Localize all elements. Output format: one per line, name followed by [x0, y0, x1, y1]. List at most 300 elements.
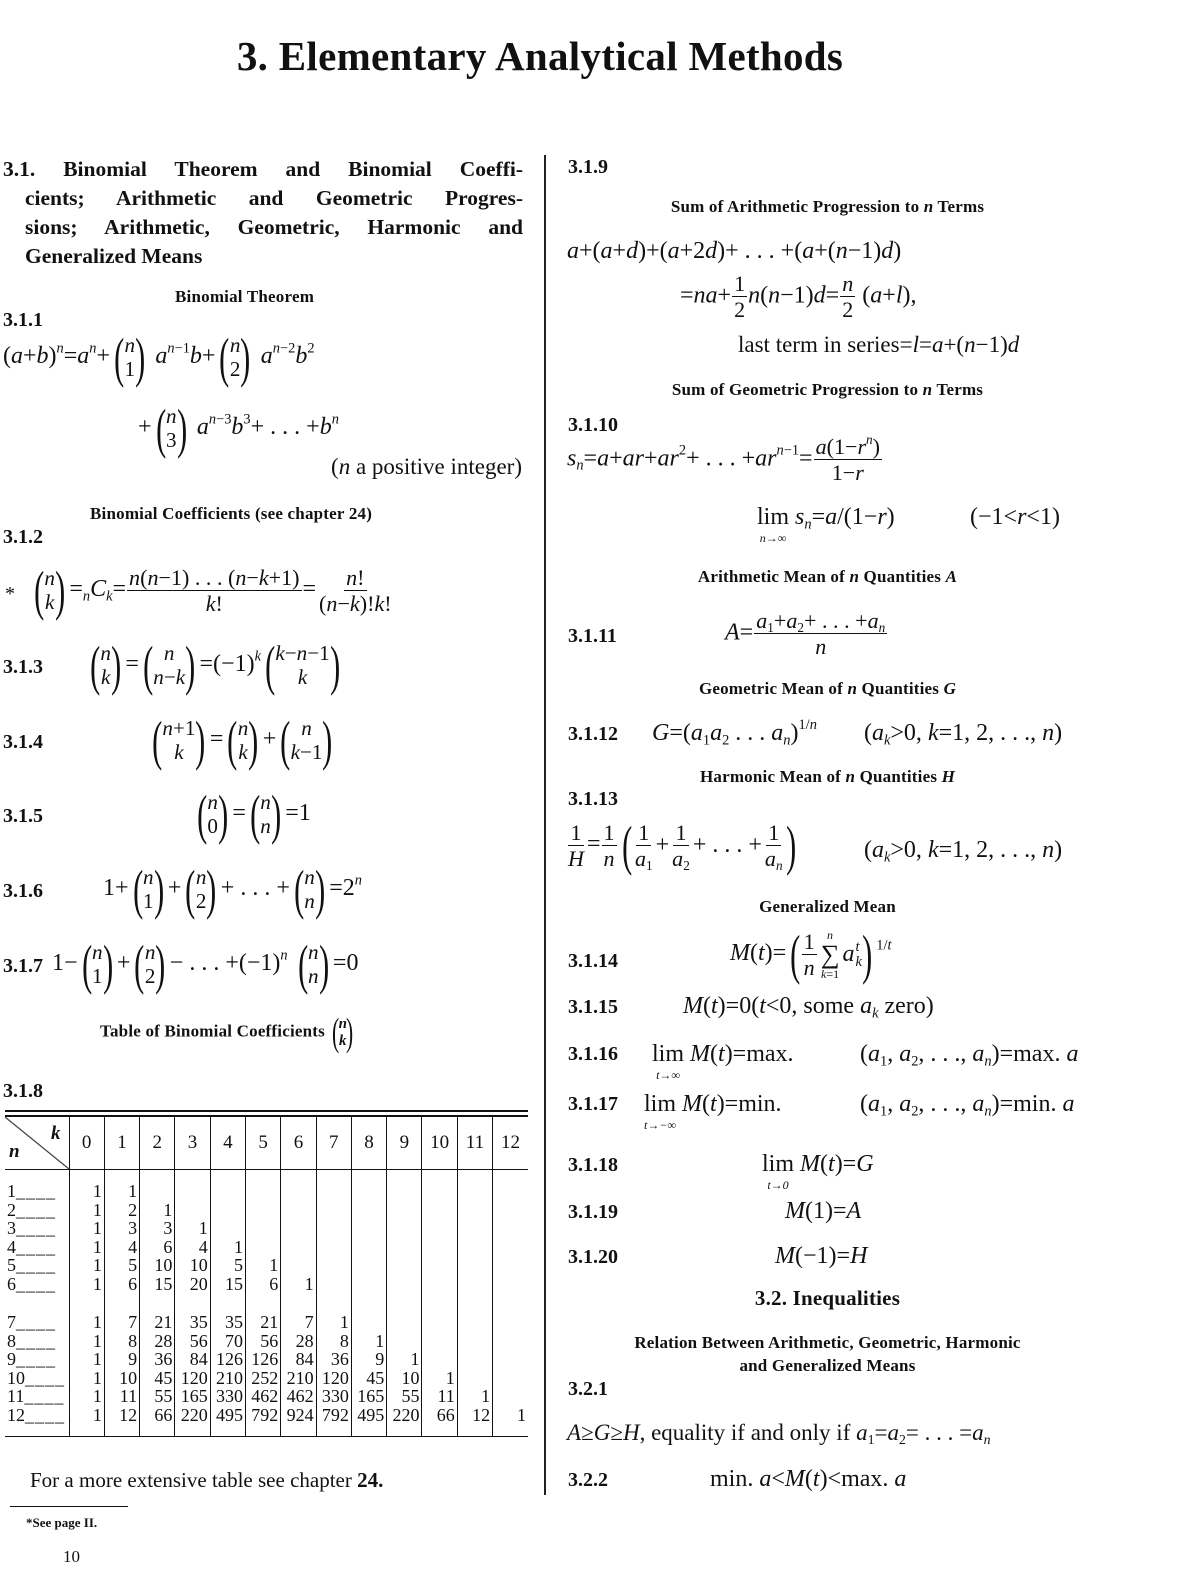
- math-variable: ar: [657, 445, 679, 472]
- table-spacer-cell: [493, 1170, 528, 1183]
- table-spacer-cell: [69, 1293, 104, 1313]
- table-cell: [210, 1182, 245, 1201]
- math-text: Generalized Mean: [759, 897, 896, 916]
- math-text: 2: [229, 356, 241, 381]
- row-leader: ____: [16, 1349, 56, 1369]
- footnote: *See page II.: [26, 1515, 98, 1530]
- equation-3-1-16: [652, 1040, 794, 1081]
- table-cell: 1: [351, 1332, 386, 1351]
- numerator: [754, 608, 887, 634]
- table-spacer-cell: [493, 1293, 528, 1313]
- math-text: Terms: [932, 380, 984, 399]
- binomial-coefficient: [152, 401, 191, 456]
- math-variable: a: [667, 238, 680, 264]
- row-n-value: 1: [7, 1181, 16, 1201]
- binomial-bottom: [101, 666, 110, 689]
- math-text: !: [215, 591, 223, 617]
- table-cell: [422, 1219, 457, 1238]
- math-variable: a: [786, 608, 798, 633]
- math-variable: n: [260, 813, 271, 838]
- math-variable: n: [338, 1016, 348, 1033]
- binomial-top: [164, 642, 175, 665]
- column-header-k: 7: [316, 1117, 351, 1170]
- math-variable: n: [748, 282, 761, 309]
- math-variable: H: [850, 1243, 868, 1269]
- math-text: (: [702, 1091, 711, 1117]
- equation-3-1-17-args: [860, 1090, 1074, 1119]
- math-text: 2: [911, 1053, 919, 1070]
- section-heading-line: sions; Arithmetic, Geometric, Harmonic and: [25, 215, 523, 239]
- math-variable: a: [887, 1420, 899, 1445]
- math-text: 2: [911, 1103, 919, 1120]
- math-variable: r: [877, 504, 887, 530]
- math-variable: n: [237, 716, 249, 741]
- table-spacer-cell: [493, 1424, 528, 1436]
- math-variable: n: [849, 567, 860, 586]
- eq-number: 3.1.14: [568, 950, 618, 972]
- table-spacer-cell: [140, 1293, 175, 1313]
- math-variable: n: [272, 340, 280, 357]
- math-text: Arithmetic Mean of: [697, 567, 850, 586]
- table-spacer-cell: [316, 1424, 351, 1436]
- math-variable: n: [207, 790, 218, 815]
- math-variable: b: [231, 414, 244, 441]
- column-header-k: 5: [246, 1117, 281, 1170]
- table-cell: 20: [175, 1275, 210, 1294]
- math-variable: t: [812, 1466, 820, 1492]
- math-variable: n: [153, 664, 164, 689]
- math-text: −: [284, 641, 297, 666]
- equation-3-2-2: [710, 1465, 906, 1494]
- table-spacer-cell: [387, 1293, 422, 1313]
- math-variable: a: [899, 1091, 912, 1117]
- math-text: 1: [767, 619, 774, 635]
- table-cell: 1: [457, 1387, 492, 1406]
- math-variable: r: [857, 434, 867, 459]
- binomial-top: [238, 717, 249, 740]
- subscript: [855, 955, 861, 969]
- math-text: +: [773, 608, 787, 633]
- row-label-n: [5, 1256, 69, 1275]
- math-variable: M: [784, 1466, 805, 1492]
- math-text: ): [1054, 837, 1063, 863]
- math-variable: n: [307, 940, 319, 965]
- column-header-k: 1: [104, 1117, 139, 1170]
- math-variable: a: [759, 1466, 772, 1492]
- math-text: 0: [207, 813, 218, 838]
- table-cell: 12: [457, 1406, 492, 1425]
- equation-3-2-1: [567, 1419, 991, 1447]
- binomial-coefficient: [30, 563, 69, 618]
- denominator: [732, 297, 747, 322]
- table-spacer-cell: [281, 1170, 316, 1183]
- table-spacer-cell: [175, 1170, 210, 1183]
- table-cell: 6: [246, 1275, 281, 1294]
- table-cell: 4: [104, 1238, 139, 1257]
- math-text: −1): [847, 238, 882, 264]
- table-row: [5, 1313, 528, 1332]
- table-cell: [281, 1182, 316, 1201]
- subscript: [646, 858, 653, 873]
- math-variable: ar: [622, 445, 644, 472]
- table-cell: [316, 1219, 351, 1238]
- binomial-bottom: [174, 741, 183, 764]
- superscript: [855, 940, 861, 954]
- math-text: =1, 2, . . .,: [938, 720, 1043, 746]
- table-row: [5, 1256, 528, 1275]
- fraction: [670, 820, 692, 872]
- binomial-coefficient: [139, 638, 200, 693]
- table-cell: 1: [69, 1182, 104, 1201]
- math-variable: n: [922, 380, 933, 399]
- table-cell: [387, 1256, 422, 1275]
- table-cell: [246, 1201, 281, 1220]
- table-cell: 9: [104, 1350, 139, 1369]
- table-cell: [351, 1275, 386, 1294]
- sum-lower: [821, 968, 839, 980]
- fraction: [732, 271, 747, 323]
- table-cell: [387, 1182, 422, 1201]
- math-variable: n: [163, 641, 175, 666]
- table-cell: 1: [316, 1313, 351, 1332]
- math-variable: a: [972, 1041, 985, 1067]
- math-text: (: [750, 940, 758, 967]
- math-variable: n: [162, 716, 173, 741]
- column-divider: [544, 155, 546, 1495]
- table-cell: 10: [140, 1256, 175, 1275]
- row-n-value: 9: [7, 1349, 16, 1369]
- binomial-stack: [44, 567, 55, 613]
- row-leader: ____: [25, 1367, 65, 1388]
- math-text: ,: [887, 1041, 900, 1067]
- math-variable: A: [945, 567, 958, 586]
- math-text: (1)=: [805, 1198, 847, 1224]
- math-text: ): [1054, 720, 1063, 746]
- binomial-coefficient: [223, 713, 262, 768]
- math-text: + . . . +: [804, 608, 868, 633]
- equation-3-1-16-args: [860, 1040, 1078, 1069]
- math-text: t→∞: [656, 1067, 680, 1082]
- limit-subscript: [644, 1119, 676, 1131]
- math-text: +: [717, 282, 732, 309]
- binomial-coefficient: [294, 937, 333, 992]
- fraction: [566, 820, 586, 872]
- math-text: + . . . +: [692, 832, 762, 859]
- math-variable: k: [339, 1032, 347, 1049]
- binomial-bottom: [304, 890, 315, 913]
- math-variable: n: [304, 888, 315, 913]
- table-cell: [422, 1275, 457, 1294]
- math-variable: n: [326, 591, 338, 617]
- row-leader: ____: [25, 1404, 65, 1425]
- fraction: [763, 820, 785, 872]
- equation-3-1-18: [762, 1150, 874, 1191]
- limit: [644, 1090, 676, 1131]
- math-text: =: [586, 831, 601, 858]
- math-variable: t: [711, 993, 718, 1019]
- table-cell: 1: [422, 1369, 457, 1388]
- table-cell: [175, 1201, 210, 1220]
- heading-table-of-binomial-coefficients: [100, 1013, 356, 1052]
- equation-3-1-17: [644, 1090, 782, 1131]
- math-variable: n: [82, 588, 91, 605]
- math-text: 1: [768, 819, 780, 845]
- math-variable: k: [100, 664, 111, 689]
- math-text: (: [331, 454, 339, 479]
- math-variable: n: [984, 1053, 992, 1070]
- equation-3-1-6: [103, 862, 362, 917]
- table-cell: 1: [175, 1219, 210, 1238]
- math-variable: a: [756, 608, 768, 633]
- superscript: [876, 937, 891, 953]
- math-variable: n: [129, 564, 141, 590]
- heading-arithmetic-progression: [565, 197, 1090, 217]
- table-cell: 66: [422, 1406, 457, 1425]
- row-leader: ____: [16, 1273, 56, 1294]
- binomial-stack: [92, 941, 103, 987]
- row-leader: ____: [16, 1199, 56, 1220]
- math-text: +: [609, 445, 623, 472]
- math-text: 1: [734, 271, 746, 296]
- table-spacer-cell: [175, 1293, 210, 1313]
- limit-subscript: [656, 1069, 680, 1081]
- table-row: [5, 1332, 528, 1351]
- math-variable: A: [846, 1198, 862, 1224]
- subscript: [984, 1053, 991, 1069]
- table-cell: 28: [140, 1332, 175, 1351]
- math-text: )<max.: [819, 1466, 895, 1492]
- math-variable: a: [710, 720, 723, 746]
- math-variable: n: [827, 928, 834, 943]
- subscript: [576, 458, 583, 474]
- equation-3-1-12: [652, 719, 817, 748]
- denominator: [317, 591, 394, 616]
- table-cell: 35: [175, 1313, 210, 1332]
- math-variable: M: [800, 1151, 821, 1177]
- equation-3-1-3: [86, 638, 344, 693]
- math-variable: k: [174, 739, 184, 764]
- table-cell: 28: [281, 1332, 316, 1351]
- math-variable: a: [899, 1041, 912, 1067]
- math-variable: n: [964, 332, 976, 357]
- binomial-table-grid: [5, 1117, 528, 1436]
- math-variable: n: [260, 790, 271, 815]
- math-variable: n: [1042, 837, 1055, 863]
- table-cell: [457, 1201, 492, 1220]
- binomial-top: [260, 791, 271, 814]
- binomial-top: [166, 405, 177, 428]
- binomial-bottom: [230, 358, 241, 381]
- math-variable: d: [626, 238, 639, 264]
- equation-3-1-5: [193, 787, 311, 842]
- binomial-coefficient-table: [5, 1110, 528, 1437]
- math-text: = . . . =: [905, 1420, 973, 1445]
- table-row: [5, 1219, 528, 1238]
- math-variable: k: [821, 966, 827, 981]
- heading-geometric-mean: [565, 679, 1090, 699]
- table-cell: 12: [104, 1406, 139, 1425]
- math-text: min.: [710, 1466, 760, 1492]
- table-cell: 15: [140, 1275, 175, 1294]
- table-cell: 1: [104, 1182, 139, 1201]
- table-cell: [457, 1332, 492, 1351]
- table-bottom-rule: [5, 1436, 528, 1437]
- binomial-stack: [230, 334, 241, 380]
- math-text: + . . . +: [250, 414, 320, 441]
- column-header-k: 3: [175, 1117, 210, 1170]
- binomial-bottom: [124, 358, 135, 381]
- math-variable: a: [802, 238, 815, 264]
- math-text: , . . .,: [918, 1091, 973, 1117]
- table-cell: 84: [175, 1350, 210, 1369]
- table-row: [5, 1182, 528, 1201]
- superscript: [89, 340, 96, 356]
- superscript: [866, 432, 873, 447]
- equation-3-1-1-condition: [331, 453, 522, 481]
- math-variable: M: [730, 940, 750, 967]
- sigma-icon: ∑: [820, 939, 840, 970]
- subscript: [879, 620, 886, 635]
- equation-3-1-1-line1: [3, 330, 315, 385]
- math-variable: s: [567, 445, 577, 472]
- row-n-value: 12: [7, 1404, 25, 1425]
- table-top-rule: [5, 1110, 528, 1117]
- math-text: (: [860, 1091, 868, 1117]
- table-cell: 36: [140, 1350, 175, 1369]
- math-text: <0, some: [765, 993, 861, 1019]
- math-variable: a: [931, 332, 944, 357]
- math-text: Relation Between Arithmetic, Geometric, Harmonic: [634, 1333, 1021, 1352]
- math-variable: M: [775, 1243, 795, 1269]
- math-variable: d: [1007, 332, 1020, 357]
- math-text: =: [680, 282, 694, 309]
- equation-3-1-10: [567, 434, 883, 486]
- math-variable: n: [803, 955, 815, 981]
- subscript: [776, 858, 783, 873]
- table-cell: [351, 1313, 386, 1332]
- math-text: Binomial Coefficients: [90, 504, 255, 523]
- math-variable: n: [866, 432, 873, 448]
- math-text: ,: [887, 1091, 900, 1117]
- table-cell: [457, 1350, 492, 1369]
- heading-geometric-progression: [565, 380, 1090, 400]
- denominator: [802, 955, 817, 980]
- math-text: Sum of Geometric Progression to: [671, 380, 923, 399]
- binomial-top: [92, 941, 103, 964]
- math-text: 1: [675, 819, 687, 845]
- row-leader: ____: [16, 1330, 56, 1351]
- math-variable: a: [868, 1041, 880, 1067]
- binomial-bottom: [92, 965, 103, 988]
- row-n-value: 7: [7, 1312, 16, 1332]
- note-chapter: 24.: [357, 1468, 384, 1492]
- math-variable: n: [208, 411, 217, 428]
- row-leader: ____: [16, 1236, 56, 1257]
- table-cell: 35: [210, 1313, 245, 1332]
- footnote-rule: [10, 1506, 128, 1507]
- math-variable: r: [1017, 504, 1027, 530]
- table-spacer-cell: [104, 1293, 139, 1313]
- limit-word: lim: [757, 504, 790, 530]
- math-variable: a: [856, 1420, 868, 1445]
- math-text: Harmonic Mean of: [699, 767, 846, 786]
- math-variable: a: [77, 343, 90, 370]
- binomial-bottom: [291, 741, 323, 764]
- row-n-value: 5: [7, 1255, 16, 1275]
- math-text: 1: [803, 928, 815, 954]
- row-n-value: 10: [7, 1367, 25, 1388]
- table-cell: 21: [246, 1313, 281, 1332]
- table-spacer-row: [5, 1424, 528, 1436]
- row-axis-label: n: [9, 1141, 20, 1162]
- table-cell: 5: [104, 1256, 139, 1275]
- math-text: n→∞: [759, 530, 787, 545]
- math-text: 2: [144, 963, 156, 988]
- equation-3-1-7: [52, 937, 358, 992]
- math-text: t→−∞: [644, 1117, 676, 1132]
- equation-3-1-2: [30, 563, 395, 618]
- binomial-bottom: [260, 815, 271, 838]
- math-variable: n: [768, 282, 781, 309]
- binomial-stack: [166, 405, 177, 451]
- math-text: 1−: [52, 950, 78, 977]
- math-variable: n: [878, 619, 886, 635]
- math-text: )+(: [638, 238, 668, 264]
- table-cell: 84: [281, 1350, 316, 1369]
- binomial-top: [230, 334, 241, 357]
- eq-number: 3.1.8: [3, 1080, 43, 1102]
- math-variable: n: [835, 238, 848, 264]
- table-cell: [387, 1201, 422, 1220]
- table-cell: 3: [104, 1219, 139, 1238]
- equation-3-1-10-limit: [757, 503, 895, 544]
- table-cell: [281, 1219, 316, 1238]
- table-spacer-cell: [104, 1424, 139, 1436]
- binomial-coefficient: [148, 713, 210, 768]
- fraction: [802, 929, 817, 981]
- math-variable: k: [44, 589, 55, 614]
- table-cell: 1: [69, 1238, 104, 1257]
- heading-arithmetic-mean: [565, 567, 1090, 587]
- table-cell: [316, 1201, 351, 1220]
- math-text: =: [918, 332, 932, 357]
- math-variable: d: [881, 238, 894, 264]
- section-heading-line: Generalized Means: [25, 244, 203, 268]
- binomial-stack: [153, 642, 185, 688]
- table-cell: [281, 1256, 316, 1275]
- subscript: [984, 1432, 991, 1447]
- math-text: >0,: [890, 720, 928, 746]
- math-text: 24): [348, 504, 373, 523]
- table-cell: 6: [104, 1275, 139, 1294]
- table-cell: 1: [69, 1313, 104, 1332]
- math-text: +(: [943, 332, 965, 357]
- column-header-k: 10: [422, 1117, 457, 1170]
- table-cell: [422, 1350, 457, 1369]
- table-spacer-cell: [246, 1293, 281, 1313]
- math-text: (: [864, 720, 872, 746]
- table-cell: 1: [387, 1350, 422, 1369]
- table-cell: 924: [281, 1406, 316, 1425]
- limit: [652, 1040, 684, 1081]
- math-text: . . .: [729, 720, 772, 746]
- numerator: [802, 929, 817, 955]
- table-cell: [281, 1238, 316, 1257]
- math-text: =: [125, 651, 139, 678]
- binomial-bottom: [298, 666, 307, 689]
- table-cell: 55: [140, 1387, 175, 1406]
- table-cell: 36: [316, 1350, 351, 1369]
